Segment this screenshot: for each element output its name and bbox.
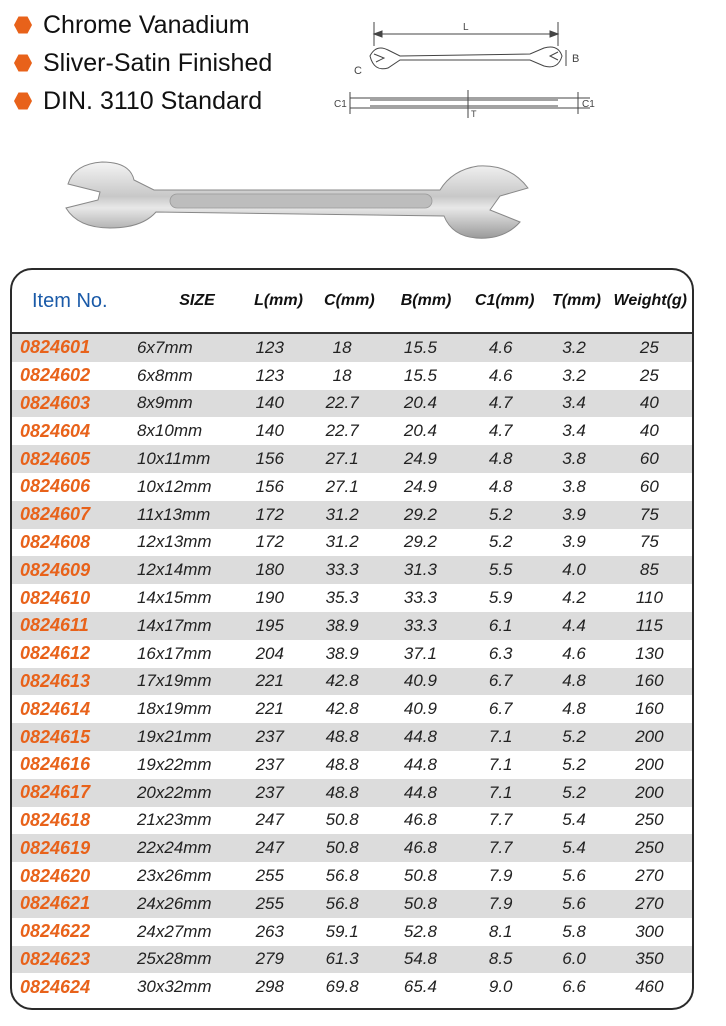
table-header-row <box>12 270 692 334</box>
cell-c1: 5.5 <box>488 560 513 580</box>
cell-item-no: 0824605 <box>20 448 91 469</box>
cell-l: 204 <box>255 643 284 663</box>
cell-b: 50.8 <box>403 866 437 886</box>
cell-weight: 200 <box>635 727 664 747</box>
table-row <box>12 362 692 390</box>
diagram-label-c1-left: C1 <box>334 99 347 110</box>
cell-weight: 40 <box>639 393 659 413</box>
cell-weight: 75 <box>639 532 659 552</box>
cell-c: 42.8 <box>325 699 359 719</box>
cell-l: 255 <box>255 866 284 886</box>
cell-t: 5.6 <box>562 893 586 913</box>
diagram-label-c1-right: C1 <box>582 99 595 110</box>
cell-c: 18 <box>332 365 352 385</box>
cell-weight: 350 <box>635 949 664 969</box>
cell-c1: 6.3 <box>488 643 513 663</box>
cell-size: 6x8mm <box>136 365 193 385</box>
cell-c1: 6.7 <box>488 671 513 691</box>
hexagon-bullet-icon <box>14 16 32 34</box>
cell-item-no: 0824613 <box>20 670 91 691</box>
cell-weight: 160 <box>635 671 664 691</box>
cell-c1: 6.1 <box>488 615 513 635</box>
cell-item-no: 0824621 <box>20 893 91 914</box>
cell-item-no: 0824604 <box>20 420 91 441</box>
cell-t: 3.8 <box>562 449 586 469</box>
cell-t: 4.6 <box>562 643 586 663</box>
cell-c1: 4.6 <box>488 365 513 385</box>
header-c: C(mm) <box>324 292 375 309</box>
cell-item-no: 0824611 <box>20 615 89 636</box>
cell-b: 44.8 <box>403 754 437 774</box>
cell-t: 4.8 <box>562 671 586 691</box>
table-row <box>12 946 692 974</box>
cell-t: 6.6 <box>562 977 586 997</box>
cell-item-no: 0824610 <box>20 587 91 608</box>
cell-weight: 270 <box>635 893 664 913</box>
cell-t: 5.6 <box>562 866 586 886</box>
cell-c1: 4.8 <box>488 476 513 496</box>
cell-t: 3.8 <box>562 476 586 496</box>
cell-size: 6x7mm <box>136 337 193 357</box>
diagram-label-t: T <box>471 109 477 119</box>
cell-item-no: 0824615 <box>20 726 91 747</box>
table-row <box>12 612 692 640</box>
cell-weight: 75 <box>639 504 659 524</box>
cell-b: 24.9 <box>403 476 437 496</box>
cell-c1: 4.6 <box>488 337 513 357</box>
cell-c: 42.8 <box>325 671 359 691</box>
cell-size: 8x9mm <box>136 393 193 413</box>
table-row <box>12 807 692 835</box>
cell-item-no: 0824608 <box>20 531 91 552</box>
table-row <box>12 473 692 501</box>
cell-item-no: 0824624 <box>20 976 91 997</box>
cell-b: 20.4 <box>403 421 437 441</box>
cell-weight: 85 <box>639 560 659 580</box>
cell-l: 156 <box>255 476 284 496</box>
cell-l: 247 <box>255 810 284 830</box>
cell-c: 27.1 <box>325 476 359 496</box>
feature-text: Sliver-Satin Finished <box>43 48 273 77</box>
header-weight: Weight(g) <box>613 292 687 309</box>
cell-t: 3.9 <box>562 532 586 552</box>
cell-weight: 270 <box>635 866 664 886</box>
cell-l: 279 <box>255 949 284 969</box>
cell-c1: 4.7 <box>488 421 513 441</box>
cell-b: 44.8 <box>403 782 437 802</box>
cell-b: 54.8 <box>403 949 437 969</box>
cell-c: 56.8 <box>325 866 359 886</box>
table-row <box>12 973 692 1001</box>
cell-l: 221 <box>255 671 284 691</box>
cell-c1: 7.7 <box>488 838 513 858</box>
cell-l: 247 <box>255 838 284 858</box>
cell-c1: 7.9 <box>488 866 513 886</box>
cell-size: 23x26mm <box>136 866 212 886</box>
table-row <box>12 445 692 473</box>
table-row <box>12 695 692 723</box>
cell-size: 14x17mm <box>136 615 212 635</box>
cell-l: 140 <box>255 393 284 413</box>
cell-weight: 300 <box>635 921 664 941</box>
table-row <box>12 417 692 445</box>
cell-weight: 25 <box>639 337 659 357</box>
table-row <box>12 556 692 584</box>
cell-b: 37.1 <box>403 643 437 663</box>
cell-l: 237 <box>255 782 284 802</box>
cell-c1: 6.7 <box>488 699 513 719</box>
diagram-label-l: L <box>463 22 469 33</box>
cell-b: 29.2 <box>403 504 437 524</box>
cell-t: 5.4 <box>562 810 586 830</box>
cell-b: 46.8 <box>403 810 437 830</box>
cell-item-no: 0824601 <box>20 337 91 358</box>
table-row <box>12 668 692 696</box>
cell-b: 33.3 <box>403 588 437 608</box>
cell-b: 50.8 <box>403 893 437 913</box>
table-row <box>12 890 692 918</box>
cell-t: 5.2 <box>562 782 586 802</box>
cell-size: 22x24mm <box>136 838 212 858</box>
cell-l: 123 <box>255 337 284 357</box>
hexagon-bullet-icon <box>14 92 32 110</box>
cell-t: 4.4 <box>562 615 586 635</box>
header-item-no: Item No. <box>32 289 108 312</box>
feature-item <box>14 44 272 82</box>
cell-size: 18x19mm <box>136 699 212 719</box>
cell-c1: 5.9 <box>488 588 513 608</box>
cell-item-no: 0824603 <box>20 392 91 413</box>
cell-b: 46.8 <box>403 838 437 858</box>
cell-c: 35.3 <box>325 588 359 608</box>
cell-weight: 40 <box>639 421 659 441</box>
cell-size: 16x17mm <box>136 643 212 663</box>
feature-item <box>14 6 272 44</box>
cell-l: 237 <box>255 727 284 747</box>
cell-c1: 8.5 <box>488 949 513 969</box>
cell-size: 8x10mm <box>136 421 203 441</box>
table-row <box>12 723 692 751</box>
diagram-label-b: B <box>572 53 580 65</box>
hexagon-bullet-icon <box>14 54 32 72</box>
cell-t: 5.4 <box>562 838 586 858</box>
cell-c: 50.8 <box>325 810 359 830</box>
cell-c: 18 <box>332 337 352 357</box>
cell-weight: 25 <box>639 365 659 385</box>
header-c1: C1(mm) <box>474 292 535 309</box>
cell-b: 44.8 <box>403 727 437 747</box>
cell-b: 24.9 <box>403 449 437 469</box>
header-size: SIZE <box>179 292 215 309</box>
cell-c: 27.1 <box>325 449 359 469</box>
cell-b: 40.9 <box>403 671 437 691</box>
cell-c1: 7.9 <box>488 893 513 913</box>
cell-t: 6.0 <box>562 949 586 969</box>
cell-size: 17x19mm <box>136 671 212 691</box>
header-b: B(mm) <box>400 292 452 309</box>
cell-t: 3.2 <box>562 337 586 357</box>
cell-item-no: 0824619 <box>20 837 91 858</box>
cell-weight: 460 <box>635 977 664 997</box>
cell-item-no: 0824612 <box>20 643 91 664</box>
cell-weight: 60 <box>639 476 659 496</box>
cell-c: 48.8 <box>325 782 359 802</box>
cell-c1: 5.2 <box>488 532 513 552</box>
cell-c: 38.9 <box>325 615 359 635</box>
cell-item-no: 0824614 <box>20 698 91 719</box>
cell-l: 221 <box>255 699 284 719</box>
cell-c: 38.9 <box>325 643 359 663</box>
cell-l: 172 <box>255 532 284 552</box>
cell-c: 56.8 <box>325 893 359 913</box>
cell-c1: 7.1 <box>488 727 513 747</box>
cell-l: 140 <box>255 421 284 441</box>
cell-t: 4.0 <box>562 560 586 580</box>
cell-size: 12x14mm <box>136 560 212 580</box>
table-row <box>12 779 692 807</box>
cell-size: 25x28mm <box>136 949 212 969</box>
cell-b: 65.4 <box>403 977 437 997</box>
cell-b: 40.9 <box>403 699 437 719</box>
feature-item <box>14 82 272 120</box>
cell-c1: 7.1 <box>488 782 513 802</box>
cell-weight: 110 <box>635 588 663 608</box>
cell-size: 19x22mm <box>136 754 212 774</box>
cell-c: 59.1 <box>325 921 359 941</box>
cell-item-no: 0824623 <box>20 948 91 969</box>
cell-size: 10x11mm <box>136 449 211 469</box>
cell-l: 298 <box>255 977 284 997</box>
cell-size: 30x32mm <box>136 977 212 997</box>
cell-item-no: 0824620 <box>20 865 91 886</box>
table-row <box>12 918 692 946</box>
cell-item-no: 0824607 <box>20 504 91 525</box>
dimension-diagram <box>330 14 600 134</box>
cell-c1: 7.7 <box>488 810 513 830</box>
table-body <box>12 334 692 1001</box>
cell-c: 22.7 <box>325 421 359 441</box>
table-row <box>12 640 692 668</box>
cell-c: 48.8 <box>325 727 359 747</box>
cell-item-no: 0824616 <box>20 754 91 775</box>
cell-t: 4.8 <box>562 699 586 719</box>
diagram-label-c: C <box>354 65 362 77</box>
cell-b: 31.3 <box>403 560 437 580</box>
cell-weight: 200 <box>635 782 664 802</box>
table-row <box>12 501 692 529</box>
cell-size: 11x13mm <box>136 504 211 524</box>
header-t: T(mm) <box>552 292 601 309</box>
cell-item-no: 0824609 <box>20 559 91 580</box>
cell-c: 31.2 <box>325 532 359 552</box>
spec-table <box>10 268 694 1010</box>
cell-l: 237 <box>255 754 284 774</box>
table-row <box>12 834 692 862</box>
cell-c: 48.8 <box>325 754 359 774</box>
cell-t: 5.8 <box>562 921 586 941</box>
cell-l: 190 <box>255 588 284 608</box>
cell-weight: 130 <box>635 643 664 663</box>
cell-l: 172 <box>255 504 284 524</box>
cell-size: 24x27mm <box>136 921 212 941</box>
cell-c: 33.3 <box>325 560 359 580</box>
cell-size: 14x15mm <box>136 588 212 608</box>
cell-b: 15.5 <box>403 337 437 357</box>
cell-l: 195 <box>255 615 284 635</box>
cell-item-no: 0824622 <box>20 921 91 942</box>
cell-t: 5.2 <box>562 727 586 747</box>
cell-t: 3.9 <box>562 504 586 524</box>
feature-list <box>14 6 272 120</box>
feature-text: DIN. 3110 Standard <box>43 86 263 115</box>
cell-c1: 5.2 <box>488 504 513 524</box>
cell-b: 20.4 <box>403 393 437 413</box>
cell-item-no: 0824602 <box>20 365 91 386</box>
cell-c: 69.8 <box>325 977 359 997</box>
cell-l: 180 <box>255 560 284 580</box>
table-row <box>12 862 692 890</box>
cell-c1: 7.1 <box>488 754 513 774</box>
cell-size: 10x12mm <box>136 476 212 496</box>
table-row <box>12 584 692 612</box>
cell-size: 20x22mm <box>136 782 212 802</box>
cell-c: 31.2 <box>325 504 359 524</box>
cell-size: 12x13mm <box>136 532 212 552</box>
cell-c: 50.8 <box>325 838 359 858</box>
table-row <box>12 529 692 557</box>
cell-t: 5.2 <box>562 754 586 774</box>
cell-size: 21x23mm <box>136 810 212 830</box>
cell-c1: 9.0 <box>488 977 513 997</box>
table-row <box>12 390 692 418</box>
header-l: L(mm) <box>254 292 303 309</box>
cell-weight: 250 <box>635 838 664 858</box>
cell-item-no: 0824618 <box>20 809 91 830</box>
cell-c1: 4.7 <box>488 393 513 413</box>
cell-l: 255 <box>255 893 284 913</box>
cell-t: 4.2 <box>562 588 586 608</box>
cell-l: 156 <box>255 449 284 469</box>
cell-weight: 200 <box>635 754 664 774</box>
cell-weight: 160 <box>635 699 664 719</box>
table-row <box>12 334 692 362</box>
cell-t: 3.2 <box>562 365 586 385</box>
table-row <box>12 751 692 779</box>
cell-size: 24x26mm <box>136 893 212 913</box>
cell-b: 33.3 <box>403 615 437 635</box>
cell-b: 29.2 <box>403 532 437 552</box>
feature-text: Chrome Vanadium <box>43 10 250 39</box>
cell-c1: 4.8 <box>488 449 513 469</box>
cell-weight: 250 <box>635 810 664 830</box>
cell-l: 263 <box>255 921 284 941</box>
wrench-photo <box>60 150 532 250</box>
cell-c: 22.7 <box>325 393 359 413</box>
cell-b: 15.5 <box>403 365 437 385</box>
cell-item-no: 0824606 <box>20 476 91 497</box>
cell-t: 3.4 <box>562 393 586 413</box>
cell-c: 61.3 <box>325 949 359 969</box>
cell-b: 52.8 <box>403 921 437 941</box>
cell-l: 123 <box>255 365 284 385</box>
cell-item-no: 0824617 <box>20 782 91 803</box>
cell-weight: 60 <box>639 449 659 469</box>
cell-size: 19x21mm <box>136 727 212 747</box>
cell-t: 3.4 <box>562 421 586 441</box>
cell-weight: 115 <box>635 615 663 635</box>
cell-c1: 8.1 <box>488 921 513 941</box>
